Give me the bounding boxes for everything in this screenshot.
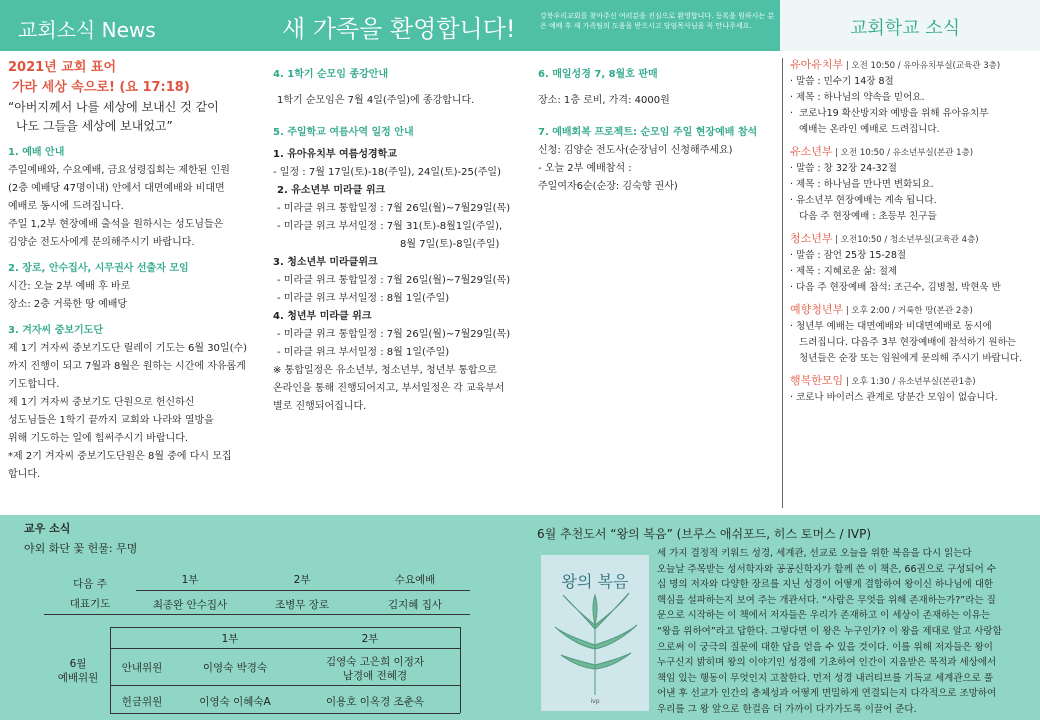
table-rule	[136, 590, 470, 591]
text-line: - 미라클 위크 통합일정 : 7월 26일(월)~7월29일(목)	[277, 203, 511, 214]
text-line: 주일 1,2부 현장예배 출석을 원하시는 성도님들은	[8, 219, 224, 230]
prayer-name: 김지혜 집사	[387, 599, 443, 611]
school-dept-heading	[790, 231, 1034, 248]
text-line: · 다음 주 현장예배 참석: 조근수, 김병철, 박현욱 반	[790, 282, 1001, 293]
text-line: - 미라클 위크 통합일정 : 7월 26일(월)~7월29일(목)	[277, 329, 511, 340]
text-line: 오늘날 주목받는 성서학자와 공공신학자가 함께 쓴 이 책은, 66권으로 구성되어 수	[657, 563, 996, 575]
committee-names: 이용호 이옥경 조춘옥	[326, 696, 424, 708]
school-dept-time: | 오전 10:50 / 유소년부실(본관 1층)	[832, 148, 974, 158]
group-heading: 1. 유아유치부 여름성경학교	[273, 149, 397, 160]
section-title: 6. 매일성경 7, 8월호 판매	[538, 69, 658, 80]
committee-role: 헌금위원	[121, 696, 163, 708]
committee-names: 김영숙 고은희 이정자	[326, 656, 424, 668]
group-heading: 2. 유소년부 미라클 위크	[277, 185, 386, 196]
text-line: 기도합니다.	[8, 379, 60, 390]
table-rule	[110, 713, 460, 714]
text-line: 우리를 그 왕 앞으로 한걸음 더 가까이 다가가도록 이끌어 준다.	[657, 703, 917, 715]
text-line: 세 가지 결정적 키워드 성경, 세계관, 선교로 오늘을 위한 복음을 다시 읽는다	[657, 548, 972, 559]
table-rule	[110, 648, 460, 649]
text-line: 다음 주 현장예배 : 초등부 친구들	[790, 211, 937, 222]
text-line: · 코로나 바이러스 관계로 당분간 모임이 없습니다.	[790, 392, 998, 403]
text-line: - 미라클 위크 부서일정 : 7월 31(토)-8월1일(주일),	[277, 221, 503, 232]
school-dept-title: 유아유치부	[790, 58, 844, 71]
section-title: 2. 장로, 안수집사, 시무권사 선출자 모임	[8, 263, 189, 274]
text-line: 제 1기 겨자씨 중보기도 단원으로 헌신하신	[8, 397, 195, 408]
text-line: · 말씀 : 창 32장 24-32절	[790, 163, 897, 174]
text-line: 누구신지 밝히며 왕의 이야기인 성경에 기초하여 인간이 지음받은 목적과 세상에서	[657, 657, 997, 669]
table-rule	[110, 627, 460, 628]
text-line: 1학기 순모임은 7월 4일(주일)에 종강합니다.	[277, 95, 475, 106]
text-line: 주일여자6순(순장: 김숙향 권사)	[538, 181, 678, 192]
text-line: - 오늘 2부 예배참석 :	[538, 163, 632, 174]
committee-role: 안내위원	[121, 662, 163, 674]
text-line: 온라인을 통해 진행되어지고, 부서일정은 각 교육부서	[273, 383, 505, 394]
committee-header: 2부	[361, 633, 379, 645]
text-line: 드려집니다. 다음주 3부 현장예배에 참석하기 원하는	[790, 337, 1016, 348]
welcome-title: 새 가족을 환영합니다!	[282, 15, 516, 43]
member-news-title: 교우 소식	[24, 522, 71, 535]
text-line: - 미라클 위크 부서일정 : 8월 1일(주일)	[277, 293, 450, 304]
committee-label: 예배위원	[57, 672, 99, 684]
school-dept-title: 행복한모임	[790, 374, 844, 387]
text-line: · 제목 : 지혜로운 삶: 절제	[790, 266, 898, 277]
text-line: - 미라클 위크 통합일정 : 7월 26일(월)~7월29일(목)	[277, 275, 511, 286]
text-line: 시간: 오늘 2부 예배 후 바로	[8, 281, 131, 292]
school-dept-time: | 오후 1:30 / 유소년부실(본관1층)	[843, 377, 976, 387]
table-rule	[44, 614, 470, 615]
prayer-name: 조병무 장로	[274, 599, 330, 611]
text-line: 핵심을 설파하는지 보여 주는 개관서다. “사람은 무엇을 위해 존재하는가?”라는 질	[657, 594, 996, 606]
motto: 가라 세상 속으로! (요 17:18)	[12, 80, 190, 95]
s1-lines	[8, 162, 266, 252]
prayer-header: 2부	[293, 574, 311, 586]
text-line: 으로써 이 궁극의 질문에 대한 답을 얻을 수 있을 것이다. 이를 위해 저자들은 왕이	[657, 641, 993, 653]
news-column-3	[538, 66, 778, 196]
committee-label: 6월	[69, 658, 87, 670]
text-line: · 말씀 : 민수기 14장 8절	[790, 76, 894, 87]
news-title: 교회소식 News	[18, 18, 156, 42]
table-rule	[110, 627, 111, 713]
text-line: · 제목 : 하나님의 약속을 믿어요.	[790, 92, 925, 103]
text-line: · 코로나19 확산방지와 예방을 위해 유아유치부	[790, 108, 989, 119]
school-dept-heading	[790, 57, 1034, 74]
text-line: 제 1기 겨자씨 중보기도단 릴레이 기도는 6월 30일(수)	[8, 343, 248, 354]
text-line: ※ 통합일정은 유소년부, 청소년부, 청년부 통합으로	[273, 365, 497, 376]
prayer-header: 수요예배	[394, 574, 436, 586]
column-divider	[782, 58, 783, 508]
school-news-column	[790, 57, 1034, 412]
school-dept-heading	[790, 302, 1034, 319]
table-rule	[460, 627, 461, 713]
text-line: 성도님들은 1학기 끝까지 교회와 나라와 열방을	[8, 415, 214, 426]
school-dept-title: 유소년부	[790, 145, 833, 158]
flower-offering: 야외 화단 꽃 헌물: 무명	[24, 542, 138, 555]
section-title: 3. 겨자씨 중보기도단	[8, 325, 103, 336]
book-cover-title: 왕의 복음	[561, 572, 629, 591]
prayer-label: 대표기도	[69, 598, 111, 610]
book-publisher: ivp	[590, 698, 600, 705]
text-line: - 미라클 위크 부서일정 : 8월 1일(주일)	[277, 347, 450, 358]
text-line: *제 2기 겨자씨 중보기도단원은 8월 중에 다시 모집	[8, 451, 232, 462]
school-dept-time: | 오전10:50 / 청소년부실(교육관 4층)	[832, 235, 979, 245]
text-line: 십 명의 저자와 다양한 장르를 지닌 성경이 어떻게 결합하여 왕이신 하나님에 대한	[657, 579, 994, 591]
welcome-note: 강북우리교회를 찾아주신 여러분을 진심으로 환영합니다. 등록을 원하시는 분은 예배 후 새 가족팀의 도움을 받으시고 담임목사님을 꼭 만나주세요.	[540, 12, 775, 30]
text-line: 책임 있는 행동이 무엇인지 고찰한다. 먼저 성경 내러티브를 기독교 세계관으로 풀	[657, 672, 994, 684]
text-line: · 청년부 예배는 대면예배와 비대면예배로 동시에	[790, 321, 992, 332]
book-title: 6월 추천도서 “왕의 복음” (브루스 애쉬포드, 히스 토머스 / IVP)	[537, 527, 872, 541]
text-line: - 일정 : 7월 17일(토)-18(주일), 24일(토)-25(주일)	[273, 167, 501, 178]
text-line: 장소: 1층 로비, 가격: 4000원	[538, 95, 670, 106]
text-line: “왕을 위하여”라고 답한다. 그렇다면 이 왕은 누구인가? 이 왕을 제대로 알고 사랑함	[657, 625, 1002, 637]
section-title: 1. 예배 안내	[8, 147, 65, 158]
text-line: 김양순 전도사에게 문의해주시기 바랍니다.	[8, 237, 195, 248]
news-column-2	[273, 66, 528, 416]
text-line: 까지 진행이 되고 7월과 8월은 원하는 시간에 자유롭게	[8, 361, 246, 372]
prayer-header: 1부	[181, 574, 199, 586]
motto-verse-2: 나도 그들을 세상에 보내었고”	[16, 119, 173, 133]
school-dept-heading	[790, 144, 1034, 161]
leaf-illustration-icon	[541, 555, 649, 711]
text-line: 청년들은 순장 또는 임원에게 문의해 주시기 바랍니다.	[790, 353, 1023, 364]
committee-names: 이영숙 이혜숙A	[199, 696, 271, 708]
text-line: 신청: 김양순 전도사(순장님이 신청해주세요)	[538, 145, 733, 156]
school-dept-time: | 오후 2:00 / 거룩한 땅(본관 2층)	[843, 306, 973, 316]
text-line: 합니다.	[8, 469, 41, 480]
section-title: 7. 예배회복 프로젝트: 순모임 주일 현장예배 참석	[538, 127, 758, 138]
section-title: 4. 1학기 순모임 종강안내	[273, 69, 389, 80]
school-dept-title: 청소년부	[790, 232, 833, 245]
text-line: (2층 예배당 47명이내) 안에서 대면예배와 비대면	[8, 183, 225, 194]
text-line: 어낸 후 선교가 인간의 총체성과 어떻게 면밀하게 연결되는지 다각적으로 조망하여	[657, 688, 997, 700]
text-line: · 말씀 : 잠언 25장 15-28절	[790, 250, 907, 261]
committee-names: 남경애 전혜경	[342, 670, 408, 682]
school-dept-heading	[790, 373, 1034, 390]
committee-names: 이영숙 박경숙	[202, 662, 268, 674]
school-dept-time: | 오전 10:50 / 유아유치부실(교육관 3층)	[843, 61, 1001, 71]
text-line: 주일예배와, 수요예배, 금요성령집회는 제한된 인원	[8, 165, 230, 176]
text-line: 예배는 온라인 예배로 드려집니다.	[790, 124, 940, 135]
text-line: 별로 진행되어집니다.	[273, 401, 367, 412]
text-line: 8월 7일(토)-8일(주일)	[400, 239, 500, 250]
news-column-1	[8, 58, 266, 484]
text-line: · 제목 : 하나님을 만나면 변화되요.	[790, 179, 934, 190]
table-rule	[110, 685, 460, 686]
committee-header: 1부	[221, 633, 239, 645]
text-line: 문으로 시작하는 이 책에서 저자들은 우리가 존재하고 이 세상이 존재하는 이유는	[657, 610, 991, 622]
section-title: 5. 주일학교 여름사역 일정 안내	[273, 127, 414, 138]
text-line: · 유소년부 현장예배는 계속 됩니다.	[790, 195, 937, 206]
group-heading: 3. 청소년부 미라클위크	[273, 257, 378, 268]
text-line: 장소: 2층 거룩한 땅 예배당	[8, 299, 128, 310]
motto-title: 2021년 교회 표어	[8, 60, 117, 75]
text-line: 위해 기도하는 일에 힘써주시기 바랍니다.	[8, 433, 189, 444]
group-heading: 4. 청년부 미라클 위크	[273, 311, 372, 322]
prayer-name: 최종완 안수집사	[152, 599, 228, 611]
school-dept-title: 예향청년부	[790, 303, 844, 316]
school-title: 교회학교 소식	[850, 18, 961, 39]
prayer-label: 다음 주	[73, 578, 107, 590]
book-description	[657, 546, 1033, 718]
text-line: 예배로 동시에 드려집니다.	[8, 201, 124, 212]
motto-verse-1: “아버지께서 나를 세상에 보내신 것 같이	[8, 100, 219, 114]
book-cover-image	[541, 555, 649, 711]
